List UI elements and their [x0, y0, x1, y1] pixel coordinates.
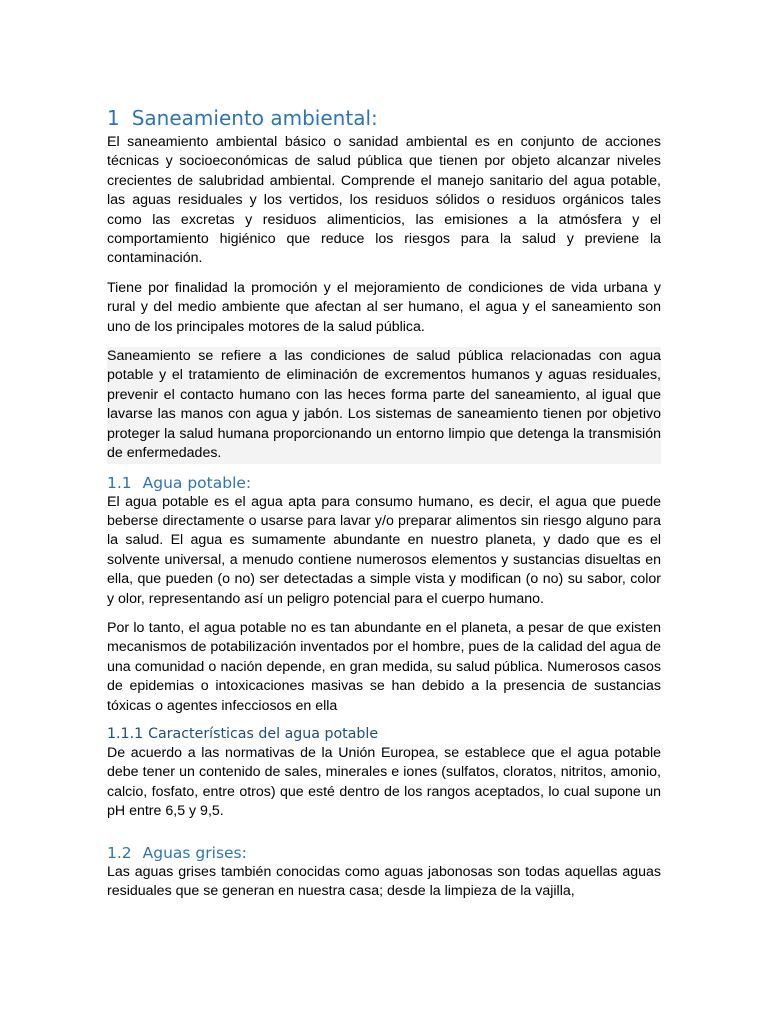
paragraph-shaded: Saneamiento se refiere a las condiciones de salud pública relacionadas con agua potable y el tratamiento de eliminación de excrementos humanos y aguas residuales, prevenir el contacto humano con las heces forma parte del saneamiento, al igual que lavarse las manos con agua y jabón. Los sistemas de saneamiento tienen por objetivo proteger la salud humana proporcionando un entorno limpio que detenga la transmisión de enfermedades. — [107, 347, 661, 463]
heading-agua-potable — [107, 473, 661, 493]
heading-caracteristicas-agua-potable — [107, 725, 661, 744]
heading-number: 1 — [107, 106, 120, 130]
heading-number: 1.2 — [107, 843, 132, 862]
heading-aguas-grises — [107, 843, 661, 863]
paragraph: Las aguas grises también conocidas como aguas jabonosas son todas aquellas aguas residuales que se generan en nuestra casa; desde la limpieza de la vajilla, — [107, 863, 661, 899]
heading-saneamiento-ambiental — [107, 106, 661, 130]
heading-number: 1.1.1 — [107, 725, 144, 742]
heading-number: 1.1 — [107, 473, 132, 492]
heading-title: Características del agua potable — [148, 725, 379, 742]
document-page — [107, 106, 661, 901]
paragraph: El saneamiento ambiental básico o sanidad ambiental es en conjunto de acciones técnicas y socioeconómicas de salud pública que tienen por objeto alcanzar niveles crecientes de salubridad ambiental. Comprende el manejo sanitario del agua potable, las aguas residuales y los vertidos, los residuos sólidos o residuos orgánicos tales como las excretas y residuos alimenticios, las emisiones a la atmósfera y el comportamiento higiénico que reduce los riesgos para la salud y previene la contaminación. — [107, 134, 661, 267]
paragraph: De acuerdo a las normativas de la Unión Europea, se establece que el agua potable debe tener un contenido de sales, minerales e iones (sulfatos, cloratos, nitritos, amonio, calcio, fosfato, entre otros) que esté dentro de los rangos aceptados, lo cual supone un pH entre 6,5 y 9,5. — [107, 744, 661, 820]
paragraph: Por lo tanto, el agua potable no es tan abundante en el planeta, a pesar de que existen mecanismos de potabilización inventados por el hombre, pues de la calidad del agua de una comunidad o nación depende, en gran medida, su salud pública. Numerosos casos de epidemias o intoxicaciones masivas se han debido a la presencia de sustancias tóxicas o agentes infecciosos en ella — [107, 619, 661, 714]
paragraph: Tiene por finalidad la promoción y el mejoramiento de condiciones de vida urbana y rural y del medio ambiente que afectan al ser humano, el agua y el saneamiento son uno de los principales motores de la salud pública. — [107, 279, 661, 335]
paragraph: El agua potable es el agua apta para consumo humano, es decir, el agua que puede beberse directamente o usarse para lavar y/o preparar alimentos sin riesgo alguno para la salud. El agua es sumamente abundante en nuestro planeta, y dado que es el solvente universal, a menudo contiene numerosos elementos y sustancias disueltas en ella, que pueden (o no) ser detectadas a simple vista y modifican (o no) su sabor, color y olor, representando así un peligro potencial para el cuerpo humano. — [107, 493, 661, 607]
heading-title: Saneamiento ambiental: — [131, 106, 378, 130]
heading-title: Aguas grises: — [142, 843, 247, 862]
heading-title: Agua potable: — [142, 473, 252, 492]
